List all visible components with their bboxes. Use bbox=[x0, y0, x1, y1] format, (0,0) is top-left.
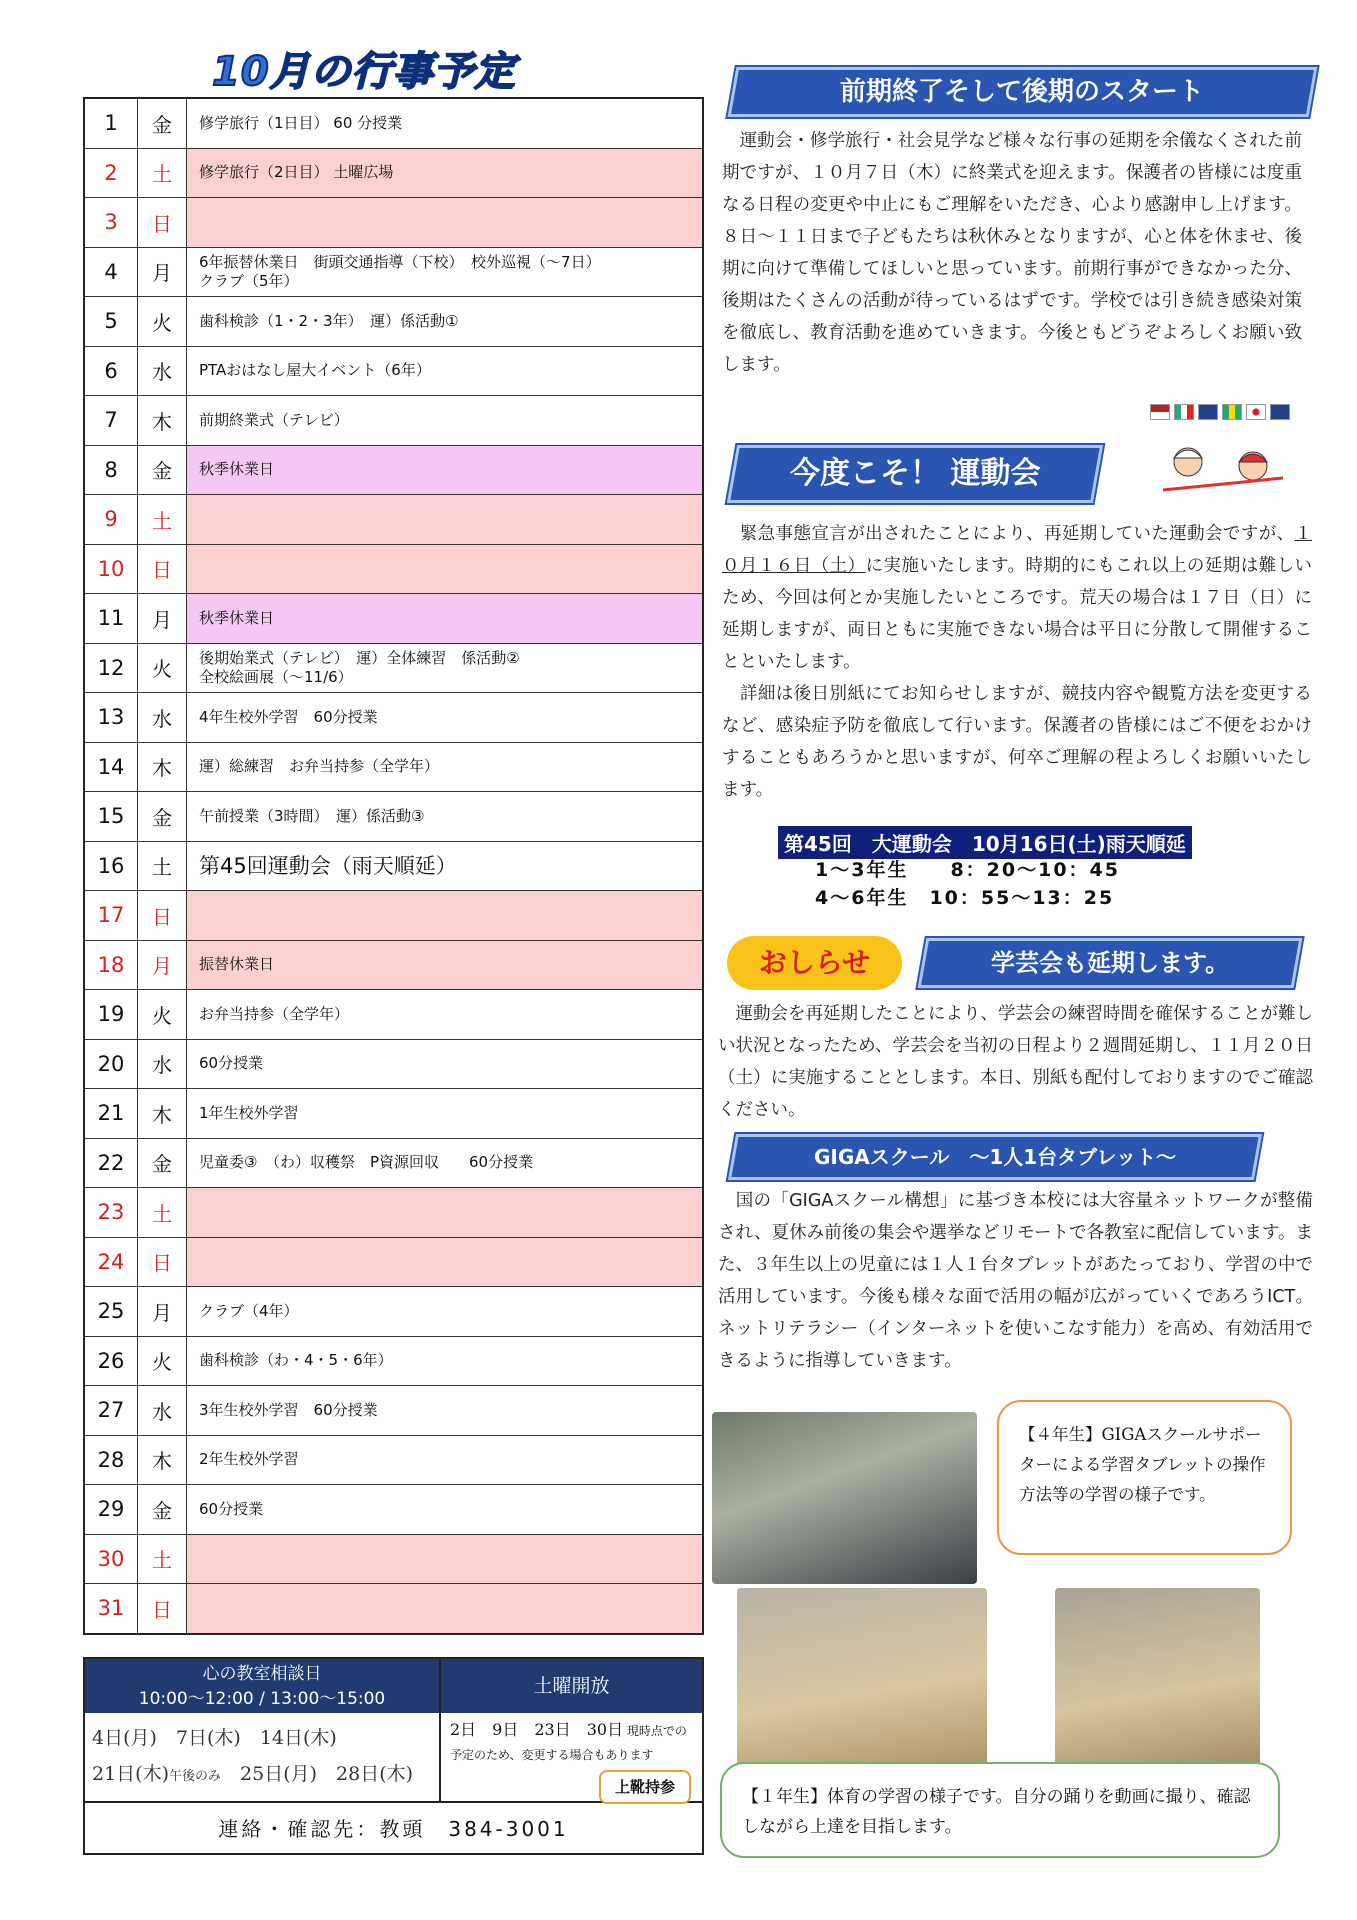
calendar-event: 4年生校外学習 60分授業 bbox=[187, 693, 704, 743]
calendar-weekday: 土 bbox=[138, 1534, 187, 1584]
calendar-date: 15 bbox=[84, 792, 138, 842]
calendar-row bbox=[84, 1485, 703, 1535]
flag-icon bbox=[1222, 404, 1242, 420]
calendar-weekday: 土 bbox=[138, 841, 187, 891]
calendar-date: 25 bbox=[84, 1287, 138, 1337]
calendar-weekday: 土 bbox=[138, 148, 187, 198]
calendar-weekday: 火 bbox=[138, 297, 187, 347]
calendar-row bbox=[84, 1039, 703, 1089]
children-illustration-icon bbox=[1158, 440, 1288, 500]
calendar-row bbox=[84, 1534, 703, 1584]
calendar-event: 秋季休業日 bbox=[187, 445, 704, 495]
calendar-date: 11 bbox=[84, 594, 138, 644]
calendar-weekday: 月 bbox=[138, 247, 187, 297]
calendar-date: 1 bbox=[84, 98, 138, 148]
calendar-date: 6 bbox=[84, 346, 138, 396]
calendar-date: 12 bbox=[84, 643, 138, 693]
calendar-weekday: 月 bbox=[138, 940, 187, 990]
calendar-weekday: 金 bbox=[138, 445, 187, 495]
sports-day-headline: 第45回 大運動会 10月16日(土)雨天順延 bbox=[778, 826, 1192, 859]
calendar-row bbox=[84, 297, 703, 347]
calendar-row bbox=[84, 148, 703, 198]
saturday-dates: 2日 9日 23日 30日 bbox=[450, 1720, 624, 1739]
calendar-date: 7 bbox=[84, 396, 138, 446]
calendar-event: 歯科検診（わ・4・5・6年） bbox=[187, 1336, 704, 1386]
flag-icon bbox=[1174, 404, 1194, 420]
calendar-date: 22 bbox=[84, 1138, 138, 1188]
term-end-text: 運動会・修学旅行・社会見学など様々な行事の延期を余儀なくされた前期ですが、１０月７日（木）に終業式を迎えます。保護者の皆様には度重なる日程の変更や中止にもご理解をいただき、心より感謝申し上げます。８日～１１日まで子どもたちは秋休みとなりますが、心と体を休ませ、後期に向けて準備してほしいと思っています。前期行事ができなかった分、後期はたくさんの活動が待っているはずです。学校では引き続き感染対策を徹底し、教育活動を進めていきます。今後ともどうぞよろしくお願い致します。 bbox=[722, 131, 1302, 375]
calendar-date: 23 bbox=[84, 1188, 138, 1238]
calendar-date: 27 bbox=[84, 1386, 138, 1436]
calendar-event: 修学旅行（1日目） 60 分授業 bbox=[187, 98, 704, 148]
calendar-row bbox=[84, 198, 703, 248]
flag-icon bbox=[1150, 404, 1170, 420]
calendar-date: 19 bbox=[84, 990, 138, 1040]
calendar-event: PTAおはなし屋大イベント（6年） bbox=[187, 346, 704, 396]
calendar-row bbox=[84, 396, 703, 446]
calendar-event: 歯科検診（1・2・3年） 運）係活動① bbox=[187, 297, 704, 347]
calendar-event bbox=[187, 1237, 704, 1287]
calendar-date: 28 bbox=[84, 1435, 138, 1485]
date-25-28: 25日(月) 28日(木) bbox=[240, 1763, 414, 1785]
calendar-date: 13 bbox=[84, 693, 138, 743]
calendar-row bbox=[84, 990, 703, 1040]
saturday-note: 現時点での予定のため、変更する場合もあります bbox=[450, 1724, 687, 1762]
calendar-weekday: 月 bbox=[138, 594, 187, 644]
calendar-date: 24 bbox=[84, 1237, 138, 1287]
calendar-event: 前期終業式（テレビ） bbox=[187, 396, 704, 446]
calendar-row bbox=[84, 247, 703, 297]
calendar-date: 29 bbox=[84, 1485, 138, 1535]
time-grade-1-3: 1～3年生 8：20～10：45 bbox=[815, 859, 1120, 881]
calendar-row bbox=[84, 1435, 703, 1485]
flag-icon bbox=[1246, 404, 1266, 420]
calendar-row bbox=[84, 495, 703, 545]
giga-text: 国の「GIGAスクール構想」に基づき本校には大容量ネットワークが整備され、夏休み前後の集会や選挙などリモートで各教室に配信しています。また、３年生以上の児童には１人１台タブレットがあたっており、学習の中で活用しています。今後も様々な面で活用の幅が広がっていくであろうICT。ネットリテラシー（インターネットを使いこなす能力）を高め、有効活用できるように指導していきます。 bbox=[718, 1191, 1313, 1371]
calendar-event: 秋季休業日 bbox=[187, 594, 704, 644]
calendar-row bbox=[84, 346, 703, 396]
calendar-event bbox=[187, 1534, 704, 1584]
calendar-event: 1年生校外学習 bbox=[187, 1089, 704, 1139]
calendar-row bbox=[84, 544, 703, 594]
sports-day-text-b: に実施いたします。時期的にもこれ以上の延期は難しいため、今回は何とか実施したいところです。荒天の場合は１７日（日）に延期しますが、両日ともに実施できない場合は平日に分散して開催することといたします。 bbox=[722, 556, 1313, 672]
calendar-row bbox=[84, 792, 703, 842]
calendar-event: 振替休業日 bbox=[187, 940, 704, 990]
calendar-date: 26 bbox=[84, 1336, 138, 1386]
calendar-date: 9 bbox=[84, 495, 138, 545]
calendar-row bbox=[84, 1386, 703, 1436]
calendar-date: 17 bbox=[84, 891, 138, 941]
sports-day-text bbox=[722, 518, 1312, 806]
calendar-weekday: 金 bbox=[138, 1485, 187, 1535]
calendar-row bbox=[84, 594, 703, 644]
saturday-open-header: 土曜開放 bbox=[441, 1659, 702, 1713]
calendar-weekday: 金 bbox=[138, 98, 187, 148]
calendar-event bbox=[187, 198, 704, 248]
calendar-weekday: 水 bbox=[138, 346, 187, 396]
calendar-row bbox=[84, 1237, 703, 1287]
calendar-row bbox=[84, 643, 703, 693]
sports-day-date: １０月１６日（土） bbox=[722, 524, 1312, 576]
calendar-date: 16 bbox=[84, 841, 138, 891]
gym-dance-photo bbox=[737, 1588, 987, 1778]
notice-label: おしらせ bbox=[727, 936, 902, 990]
calendar-event: 60分授業 bbox=[187, 1485, 704, 1535]
event-calendar bbox=[83, 97, 704, 1635]
calendar-row bbox=[84, 1089, 703, 1139]
calendar-row bbox=[84, 1138, 703, 1188]
counseling-dates bbox=[92, 1720, 437, 1795]
calendar-weekday: 木 bbox=[138, 1435, 187, 1485]
calendar-date: 8 bbox=[84, 445, 138, 495]
indoor-shoes-badge: 上靴持参 bbox=[599, 1770, 691, 1804]
flags-decoration bbox=[1150, 404, 1294, 424]
flag-icon bbox=[1198, 404, 1218, 420]
calendar-event: 3年生校外学習 60分授業 bbox=[187, 1386, 704, 1436]
calendar-event: 児童委③ （わ）収穫祭 P資源回収 60分授業 bbox=[187, 1138, 704, 1188]
calendar-weekday: 日 bbox=[138, 891, 187, 941]
calendar-row bbox=[84, 1336, 703, 1386]
calendar-event: 60分授業 bbox=[187, 1039, 704, 1089]
calendar-title: 10月の行事予定 bbox=[212, 49, 516, 95]
banner-text: 学芸会も延期します。 bbox=[990, 949, 1230, 977]
counseling-dates-line1: 4日(月) 7日(木) 14日(木) bbox=[92, 1727, 337, 1749]
calendar-weekday: 土 bbox=[138, 495, 187, 545]
caption-grade1: 【１年生】体育の学習の様子です。自分の踊りを動画に撮り、確認しながら上達を目指します。 bbox=[720, 1762, 1280, 1858]
calendar-row bbox=[84, 693, 703, 743]
section-banner-giga bbox=[728, 1134, 1262, 1180]
sports-day-text-c: 詳細は後日別紙にてお知らせしますが、競技内容や観覧方法を変更するなど、感染症予防を徹底して行います。保護者の皆様にはご不便をおかけすることもあろうかと思いますが、何卒ご理解の程よろしくお願いいたします。 bbox=[722, 684, 1312, 800]
calendar-event: 2年生校外学習 bbox=[187, 1435, 704, 1485]
calendar-event: お弁当持参（全学年） bbox=[187, 990, 704, 1040]
contact-info: 連絡・確認先：教頭 384-3001 bbox=[218, 1817, 569, 1841]
banner-text: 今度こそ！ 運動会 bbox=[789, 456, 1041, 491]
section-banner-arts-festival bbox=[918, 938, 1303, 988]
sports-day-times bbox=[815, 856, 1120, 912]
section-banner-term-end bbox=[728, 67, 1318, 117]
calendar-weekday: 火 bbox=[138, 990, 187, 1040]
calendar-weekday: 木 bbox=[138, 742, 187, 792]
afternoon-only: 午後のみ bbox=[169, 1769, 222, 1784]
calendar-event bbox=[187, 1188, 704, 1238]
arts-festival-text: 運動会を再延期したことにより、学芸会の練習時間を確保することが難しい状況となったため、学芸会を当初の日程より２週間延期し、１１月２０日（土）に実施することとします。本日、別紙も配付しておりますのでご確認ください。 bbox=[718, 1004, 1313, 1120]
calendar-weekday: 日 bbox=[138, 198, 187, 248]
calendar-weekday: 水 bbox=[138, 1039, 187, 1089]
calendar-weekday: 日 bbox=[138, 1584, 187, 1634]
calendar-row bbox=[84, 1584, 703, 1634]
divider bbox=[439, 1659, 441, 1803]
caption-grade4: 【４年生】GIGAスクールサポーターによる学習タブレットの操作方法等の学習の様子です。 bbox=[997, 1400, 1292, 1555]
calendar-date: 3 bbox=[84, 198, 138, 248]
section-banner-sports-day bbox=[727, 445, 1103, 503]
calendar-event: 午前授業（3時間） 運）係活動③ bbox=[187, 792, 704, 842]
calendar-event bbox=[187, 544, 704, 594]
calendar-weekday: 木 bbox=[138, 396, 187, 446]
calendar-weekday: 土 bbox=[138, 1188, 187, 1238]
calendar-row bbox=[84, 742, 703, 792]
calendar-date: 2 bbox=[84, 148, 138, 198]
calendar-row bbox=[84, 1287, 703, 1337]
calendar-event: 6年振替休業日 街頭交通指導（下校） 校外巡視（～7日） クラブ（5年） bbox=[187, 247, 704, 297]
calendar-date: 14 bbox=[84, 742, 138, 792]
counseling-hours: 10:00～12:00 / 13:00～15:00 bbox=[138, 1689, 386, 1709]
calendar-date: 10 bbox=[84, 544, 138, 594]
time-grade-4-6: 4～6年生 10：55～13：25 bbox=[815, 887, 1115, 909]
calendar-date: 4 bbox=[84, 247, 138, 297]
calendar-weekday: 水 bbox=[138, 693, 187, 743]
calendar-weekday: 金 bbox=[138, 1138, 187, 1188]
calendar-date: 5 bbox=[84, 297, 138, 347]
counseling-header bbox=[85, 1659, 439, 1713]
flag-icon bbox=[1270, 404, 1290, 420]
classroom-tablet-photo bbox=[712, 1412, 977, 1584]
calendar-row bbox=[84, 891, 703, 941]
calendar-row bbox=[84, 445, 703, 495]
calendar-event: 第45回運動会（雨天順延） bbox=[187, 841, 704, 891]
sports-day-text-a: 緊急事態宣言が出されたことにより、再延期していた運動会ですが、 bbox=[722, 524, 1295, 544]
date-21: 21日(木) bbox=[92, 1763, 170, 1785]
calendar-event: 運）総練習 お弁当持参（全学年） bbox=[187, 742, 704, 792]
calendar-weekday: 火 bbox=[138, 1336, 187, 1386]
calendar-event bbox=[187, 891, 704, 941]
calendar-weekday: 月 bbox=[138, 1287, 187, 1337]
counseling-title: 心の教室相談日 bbox=[202, 1664, 322, 1684]
calendar-weekday: 日 bbox=[138, 1237, 187, 1287]
calendar-weekday: 木 bbox=[138, 1089, 187, 1139]
calendar-event: 修学旅行（2日目） 土曜広場 bbox=[187, 148, 704, 198]
calendar-row bbox=[84, 940, 703, 990]
calendar-date: 31 bbox=[84, 1584, 138, 1634]
gym-tablet-photo bbox=[1055, 1588, 1260, 1778]
calendar-event: 後期始業式（テレビ） 運）全体練習 係活動② 全校絵画展（～11/6） bbox=[187, 643, 704, 693]
banner-text: GIGAスクール ～1人1台タブレット～ bbox=[813, 1145, 1177, 1169]
calendar-date: 21 bbox=[84, 1089, 138, 1139]
calendar-date: 30 bbox=[84, 1534, 138, 1584]
calendar-event bbox=[187, 495, 704, 545]
calendar-weekday: 火 bbox=[138, 643, 187, 693]
calendar-row bbox=[84, 1188, 703, 1238]
calendar-weekday: 日 bbox=[138, 544, 187, 594]
calendar-date: 20 bbox=[84, 1039, 138, 1089]
calendar-row bbox=[84, 98, 703, 148]
calendar-weekday: 金 bbox=[138, 792, 187, 842]
calendar-event: クラブ（4年） bbox=[187, 1287, 704, 1337]
calendar-date: 18 bbox=[84, 940, 138, 990]
saturday-open-dates bbox=[450, 1718, 695, 1767]
calendar-weekday: 水 bbox=[138, 1386, 187, 1436]
calendar-event bbox=[187, 1584, 704, 1634]
calendar-row bbox=[84, 841, 703, 891]
counseling-dates-line2 bbox=[92, 1756, 437, 1795]
banner-text: 前期終了そして後期のスタート bbox=[840, 77, 1205, 107]
